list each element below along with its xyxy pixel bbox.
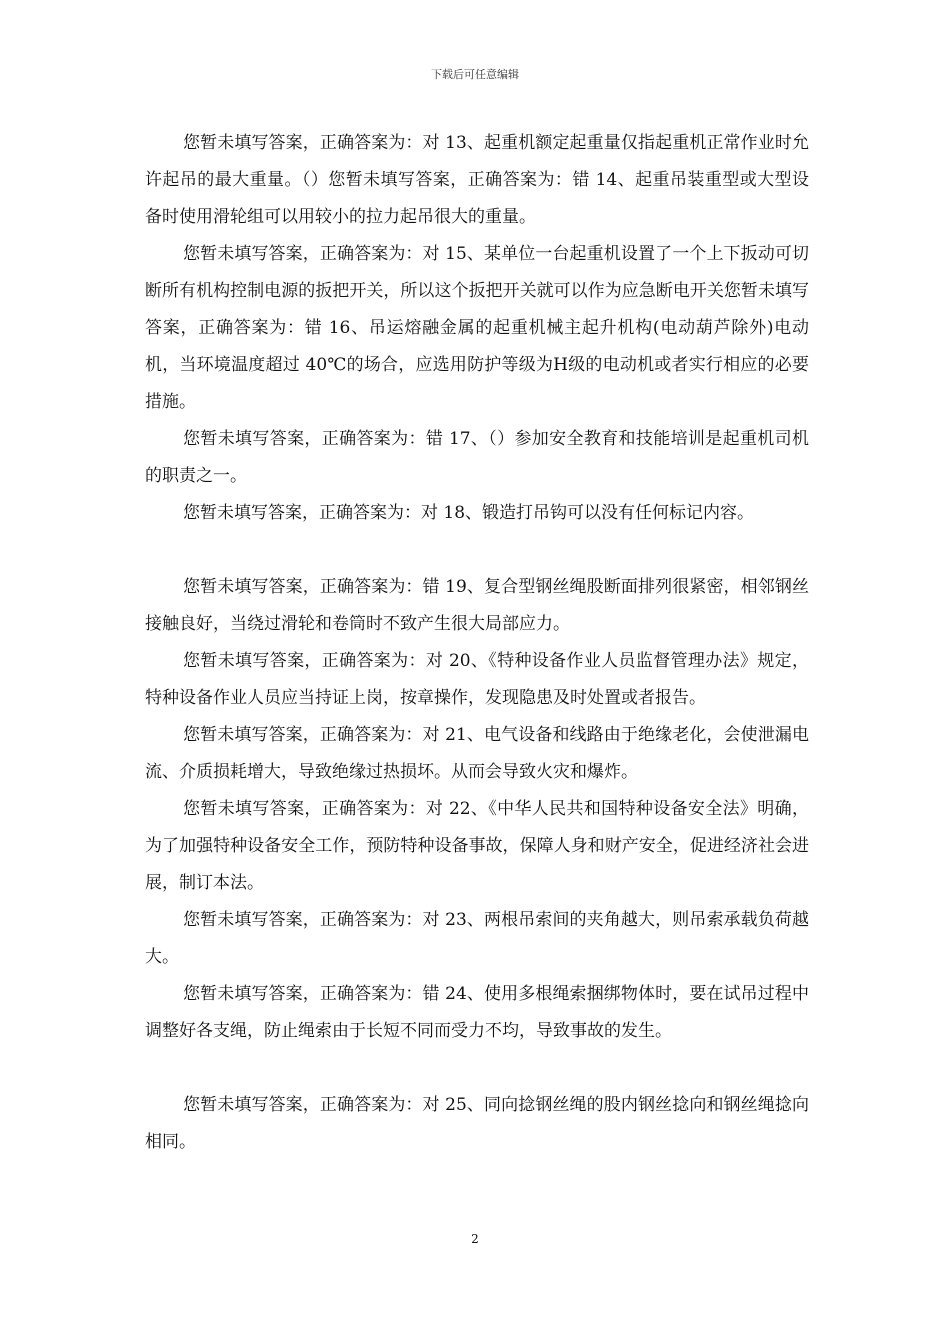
paragraph-24: 您暂未填写答案，正确答案为：错 24、使用多根绳索捆绑物体时，要在试吊过程中调整好各支绳，防止绳索由于长短不同而受力不均，导致事故的发生。: [145, 984, 809, 1041]
page-header: 下载后可任意编辑: [431, 68, 519, 81]
paragraph-17: 您暂未填写答案，正确答案为：错 17、（）参加安全教育和技能培训是起重机司机的职责之一。: [145, 429, 809, 486]
paragraph-20: 您暂未填写答案，正确答案为：对 20、《特种设备作业人员监督管理办法》规定，特种设备作业人员应当持证上岗，按章操作，发现隐患及时处置或者报告。: [145, 651, 809, 708]
paragraph-25: 您暂未填写答案，正确答案为：对 25、同向捻钢丝绳的股内钢丝捻向和钢丝绳捻向相同。: [145, 1095, 809, 1152]
paragraph-15-16: 您暂未填写答案，正确答案为：对 15、某单位一台起重机设置了一个上下扳动可切断所有机构控制电源的扳把开关，所以这个扳把开关就可以作为应急断电开关您暂未填写答案，正确答案为：错 16、吊运熔融金属的起重机械主起升机构(电动葫芦除外)电动机，当环境温度超过 40℃的场合，应选用防护等级为H级的电动机或者实行相应的必要措施。: [145, 244, 809, 412]
paragraph-21: 您暂未填写答案，正确答案为：对 21、电气设备和线路由于绝缘老化，会使泄漏电流、介质损耗增大，导致绝缘过热损坏。从而会导致火灾和爆炸。: [145, 725, 809, 782]
paragraph-19: 您暂未填写答案，正确答案为：错 19、复合型钢丝绳股断面排列很紧密，相邻钢丝接触良好，当绕过滑轮和卷筒时不致产生很大局部应力。: [145, 577, 809, 634]
page-number: 2: [471, 1232, 479, 1246]
paragraph-13-14: 您暂未填写答案，正确答案为：对 13、起重机额定起重量仅指起重机正常作业时允许起吊的最大重量。（）您暂未填写答案，正确答案为：错 14、起重吊装重型或大型设备时使用滑轮组可以用较小的拉力起吊很大的重量。: [145, 133, 809, 227]
paragraph-18: 您暂未填写答案，正确答案为：对 18、锻造打吊钩可以没有任何标记内容。: [183, 503, 755, 523]
paragraph-22: 您暂未填写答案，正确答案为：对 22、《中华人民共和国特种设备安全法》明确，为了加强特种设备安全工作，预防特种设备事故，保障人身和财产安全，促进经济社会进展，制订本法。: [145, 799, 809, 893]
document-body: [145, 125, 809, 1161]
paragraph-23: 您暂未填写答案，正确答案为：对 23、两根吊索间的夹角越大，则吊索承载负荷越大。: [145, 910, 809, 967]
